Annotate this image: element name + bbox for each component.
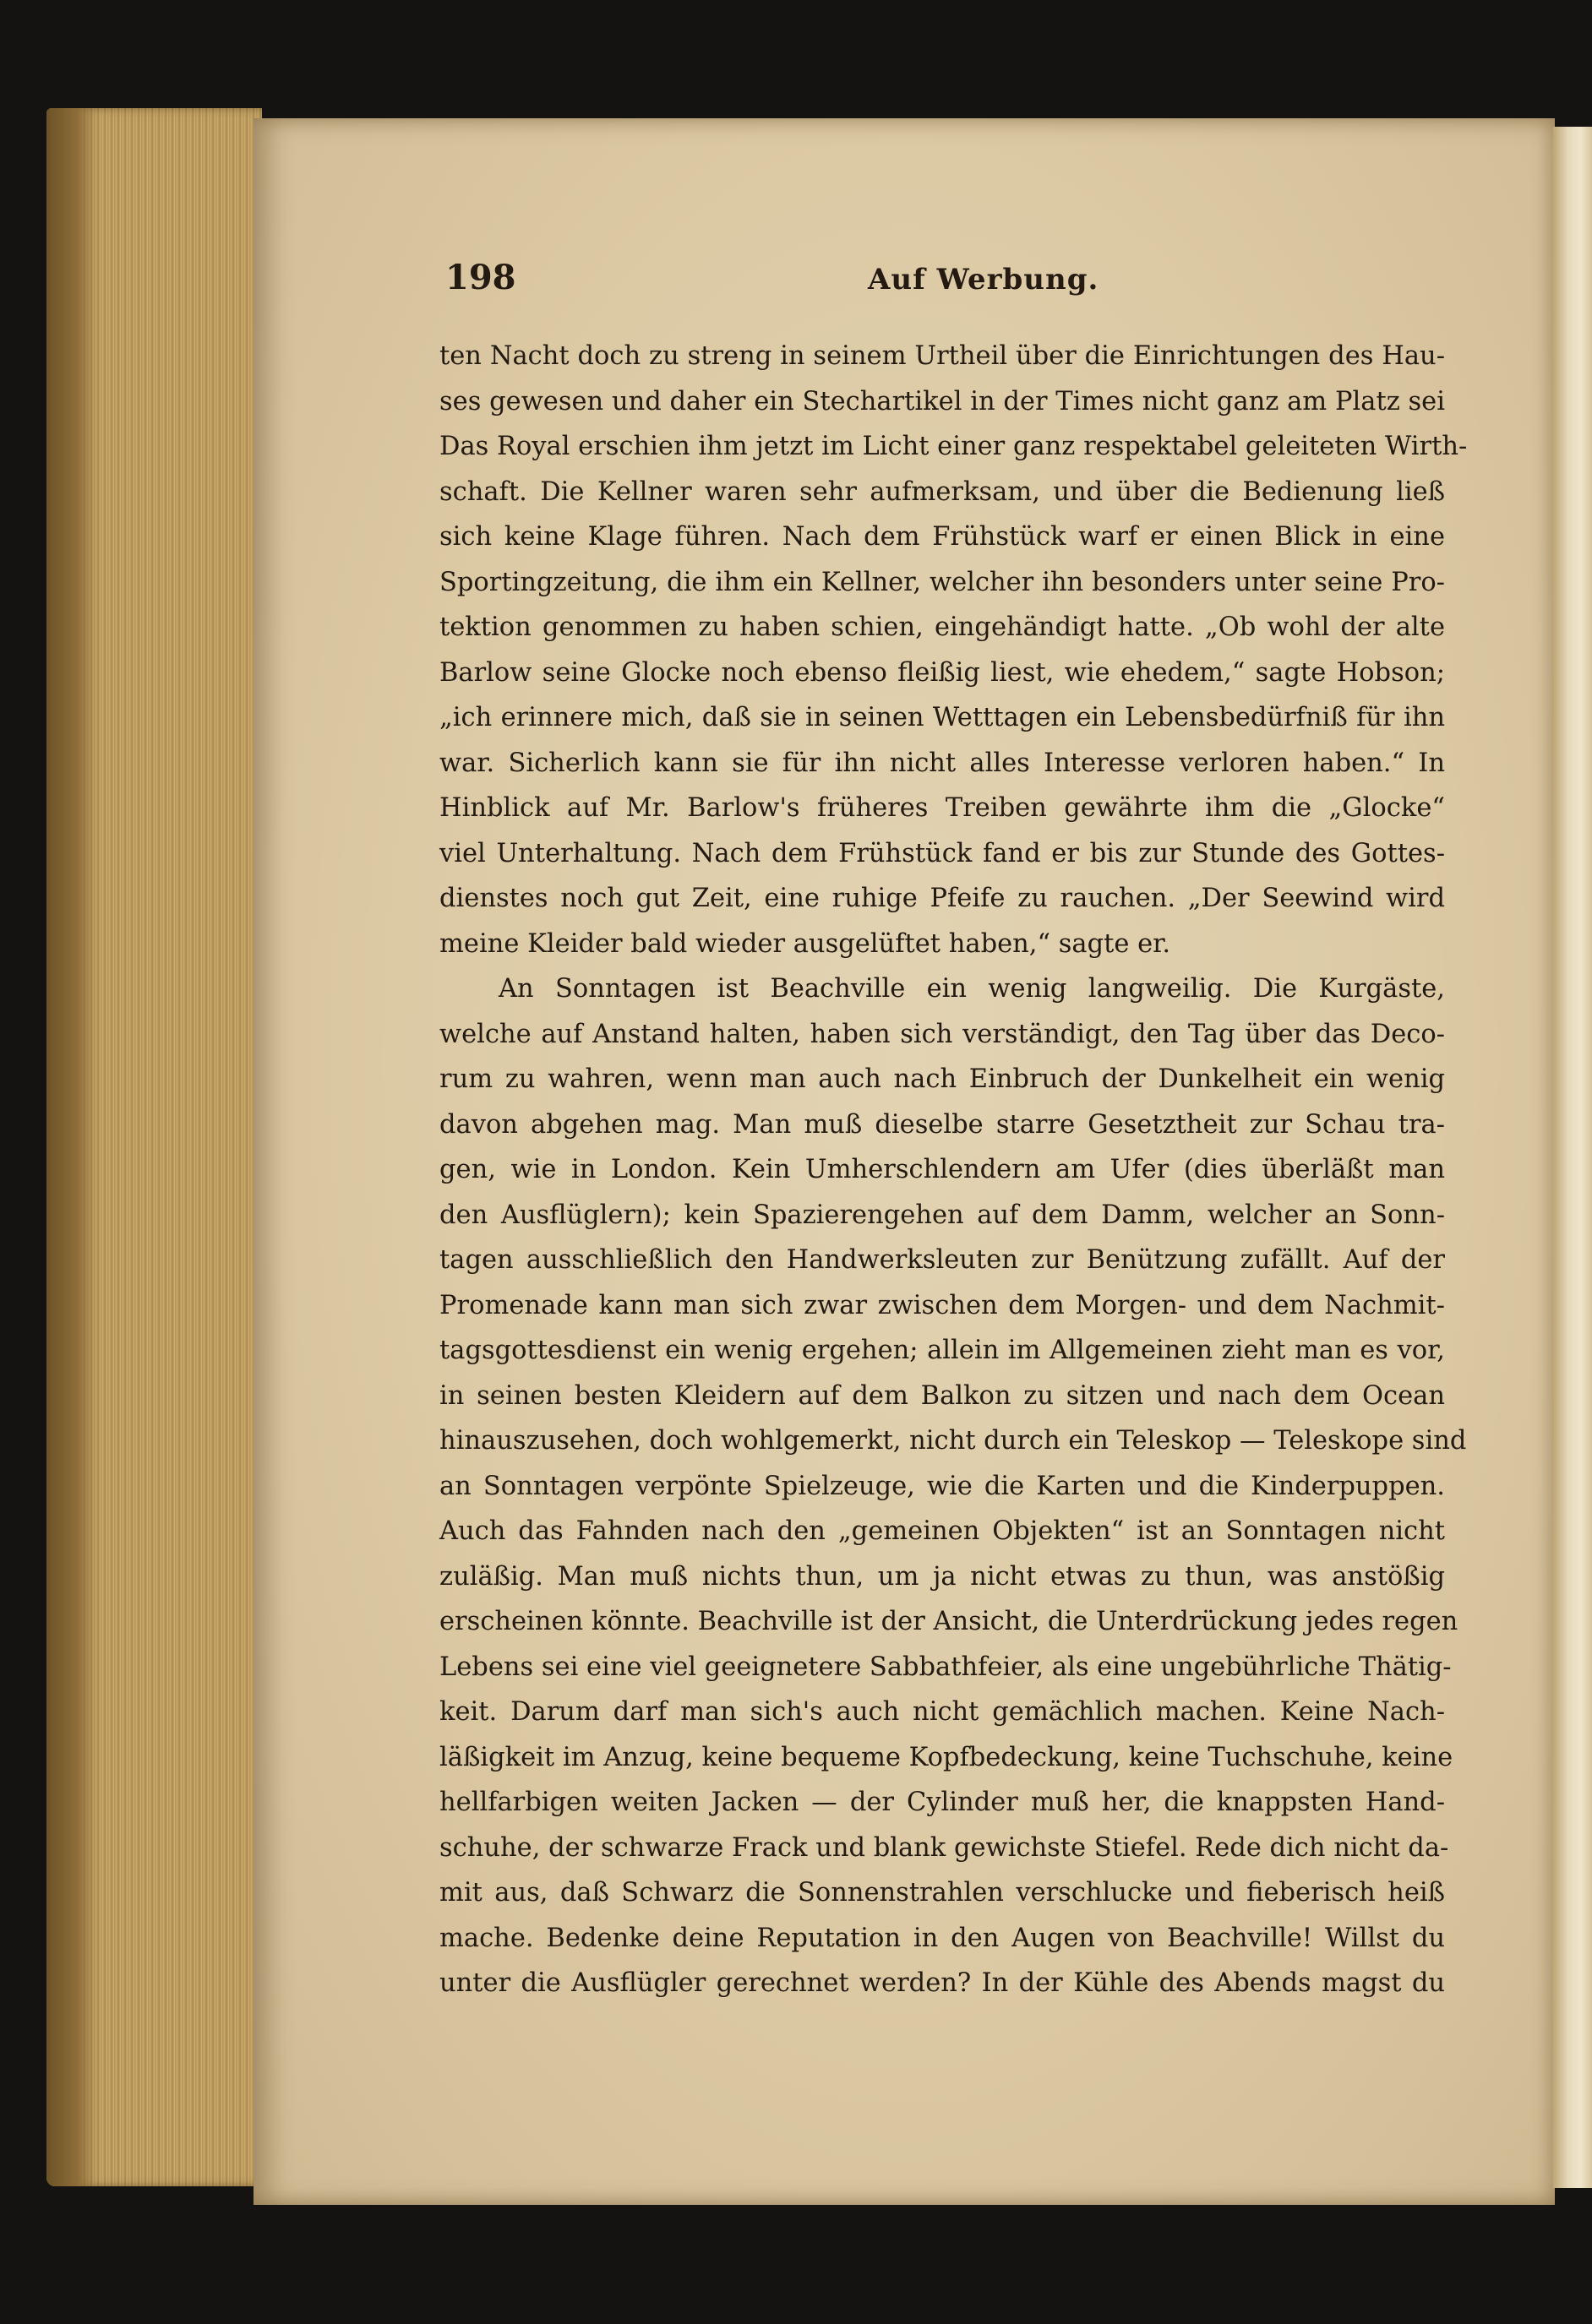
text-line: Auch das Fahnden nach den „gemeinen Objekten“ ist an Sonntagen nicht — [439, 1516, 1445, 1546]
text-line: gen, wie in London. Kein Umherschlendern am Ufer (dies überläßt man — [439, 1155, 1445, 1184]
text-line: erscheinen könnte. Beachville ist der Ansicht, die Unterdrückung jedes regen — [439, 1607, 1458, 1636]
body-text — [439, 334, 1468, 2006]
text-line: den Ausflüglern); kein Spazierengehen auf dem Damm, welcher an Sonn- — [439, 1200, 1445, 1230]
text-line: viel Unterhaltung. Nach dem Frühstück fand er bis zur Stunde des Gottes- — [439, 838, 1445, 868]
text-line: hellfarbigen weiten Jacken — der Cylinder muß her, die knappsten Hand- — [439, 1788, 1445, 1817]
text-line: mache. Bedenke deine Reputation in den Augen von Beachville! Willst du — [439, 1923, 1445, 1953]
text-line: an Sonntagen verpönte Spielzeuge, wie die Karten und die Kinderpuppen. — [439, 1471, 1445, 1501]
text-line: keit. Darum darf man sich's auch nicht gemächlich machen. Keine Nach- — [439, 1697, 1445, 1727]
text-line: Barlow seine Glocke noch ebenso fleißig liest, wie ehedem,“ sagte Hobson; — [439, 657, 1445, 688]
text-line: schuhe, der schwarze Frack und blank gewichste Stiefel. Rede dich nicht da- — [439, 1832, 1449, 1863]
text-line: ses gewesen und daher ein Stechartikel in der Times nicht ganz am Platz sei — [439, 386, 1445, 416]
text-line: ten Nacht doch zu streng in seinem Urtheil über die Einrichtungen des Hau- — [439, 341, 1445, 371]
text-line: hinauszusehen, doch wohlgemerkt, nicht durch ein Teleskop — Teleskope sind — [439, 1426, 1467, 1456]
text-line: „ich erinnere mich, daß sie in seinen Wetttagen ein Lebensbedürfniß für ihn — [439, 703, 1445, 732]
text-line: dienstes noch gut Zeit, eine ruhige Pfeife zu rauchen. „Der Seewind wird — [439, 884, 1445, 913]
text-line: welche auf Anstand halten, haben sich verständigt, den Tag über das Deco- — [439, 1019, 1445, 1049]
text-line: sich keine Klage führen. Nach dem Frühstück warf er einen Blick in eine — [439, 522, 1445, 552]
running-head: Auf Werbung. — [868, 263, 1099, 297]
text-line: tagsgottesdienst ein wenig ergehen; allein im Allgemeinen zieht man es vor, — [439, 1336, 1445, 1365]
text-line: Promenade kann man sich zwar zwischen dem Morgen- und dem Nachmit- — [439, 1290, 1445, 1320]
paragraph-start-line: An Sonntagen ist Beachville ein wenig langweilig. Die Kurgäste, — [499, 974, 1445, 1004]
text-line: tektion genommen zu haben schien, eingehändigt hatte. „Ob wohl der alte — [439, 612, 1445, 642]
text-line: tagen ausschließlich den Handwerksleuten zur Benützung zufällt. Auf der — [439, 1245, 1445, 1275]
text-line: meine Kleider bald wieder ausgelüftet haben,“ sagte er. — [439, 928, 1171, 959]
text-line: Sportingzeitung, die ihm ein Kellner, welcher ihn besonders unter seine Pro- — [439, 567, 1445, 597]
text-line: zuläßig. Man muß nichts thun, um ja nicht etwas zu thun, was anstößig — [439, 1561, 1445, 1592]
text-line: davon abgehen mag. Man muß dieselbe starre Gesetztheit zur Schau tra- — [439, 1109, 1445, 1140]
page-number: 198 — [445, 258, 516, 297]
text-line: läßigkeit im Anzug, keine bequeme Kopfbedeckung, keine Tuchschuhe, keine — [439, 1742, 1453, 1772]
text-line: rum zu wahren, wenn man auch nach Einbruch der Dunkelheit ein wenig — [439, 1064, 1445, 1094]
page-header — [445, 258, 1442, 308]
text-line: Hinblick auf Mr. Barlow's früheres Treiben gewährte ihm die „Glocke“ — [439, 793, 1445, 823]
text-line: unter die Ausflügler gerechnet werden? In der Kühle des Abends magst du — [439, 1968, 1445, 1998]
facing-page-edge — [1553, 127, 1592, 2188]
text-line: Lebens sei eine viel geeignetere Sabbathfeier, als eine ungebührliche Thätig- — [439, 1652, 1452, 1682]
text-line: war. Sicherlich kann sie für ihn nicht alles Interesse verloren haben.“ In — [439, 748, 1445, 778]
text-line: schaft. Die Kellner waren sehr aufmerksam, und über die Bedienung ließ — [439, 476, 1445, 507]
text-line: Das Royal erschien ihm jetzt im Licht einer ganz respektabel geleiteten Wirth- — [439, 432, 1468, 461]
text-line: mit aus, daß Schwarz die Sonnenstrahlen verschlucke und fieberisch heiß — [439, 1878, 1445, 1908]
book-spine-shadow — [46, 108, 97, 2186]
text-line: in seinen besten Kleidern auf dem Balkon zu sitzen und nach dem Ocean — [439, 1380, 1445, 1411]
